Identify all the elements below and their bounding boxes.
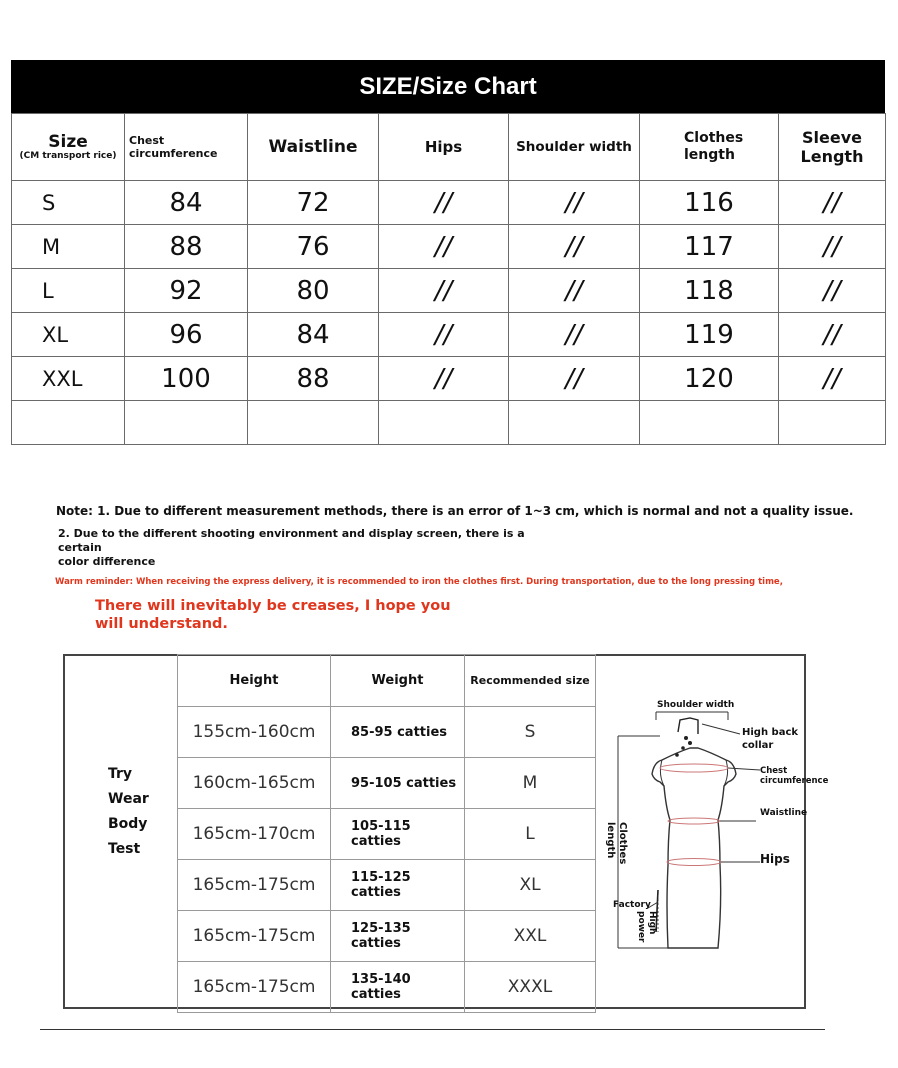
cell-shoulder: // [509,181,640,225]
header-height: Height [178,655,331,707]
cell-chest: 96 [125,313,248,357]
empty-cell [509,401,640,445]
cell-hips: // [379,269,509,313]
cell-size: L [12,269,125,313]
cell-weight: 105-115 catties [331,809,465,860]
label-hips: Hips [760,852,790,866]
cell-waist: 76 [248,225,379,269]
empty-cell [640,401,779,445]
cell-height: 165cm-175cm [178,962,331,1013]
cell-height: 165cm-170cm [178,809,331,860]
creases-note-line2: will understand. [95,616,228,632]
cell-length: 118 [640,269,779,313]
cell-shoulder: // [509,225,640,269]
try-on-label [108,762,149,862]
header-length: Clothes length [640,114,779,181]
try-on-header-row [178,655,596,707]
size-chart-header-row [12,114,886,181]
label-high-back-collar: High back collar [742,727,799,751]
try-on-label-line: Body [108,816,148,832]
cell-height: 165cm-175cm [178,911,331,962]
cell-weight: 85-95 catties [331,707,465,758]
empty-cell [379,401,509,445]
cell-size: XL [12,313,125,357]
bottom-divider [40,1029,825,1030]
cell-sleeve: // [779,357,886,401]
cell-chest: 92 [125,269,248,313]
cell-hips: // [379,313,509,357]
cell-height: 155cm-160cm [178,707,331,758]
try-on-label-line: Wear [108,791,149,807]
cell-waist: 80 [248,269,379,313]
cell-hips: // [379,225,509,269]
cell-recommended: XL [465,860,596,911]
cell-waist: 88 [248,357,379,401]
try-on-label-line: Test [108,841,141,857]
label-clothes-length: Clothes length [605,822,628,865]
cell-height: 160cm-165cm [178,758,331,809]
cell-chest: 84 [125,181,248,225]
cell-height: 165cm-175cm [178,860,331,911]
try-on-row [178,962,596,1013]
cell-sleeve: // [779,269,886,313]
header-size: Size (CM transport rice) [12,114,125,181]
cell-chest: 88 [125,225,248,269]
size-row [12,181,886,225]
label-shoulder-width: Shoulder width [657,700,735,710]
note-color-difference-line2: color difference [58,555,156,568]
label-high-power: High power [636,911,657,943]
cell-recommended: S [465,707,596,758]
cell-length: 116 [640,181,779,225]
creases-note-line1: There will inevitably be creases, I hope you [95,598,451,614]
cell-size: S [12,181,125,225]
cell-sleeve: // [779,313,886,357]
cell-weight: 115-125 catties [331,860,465,911]
cell-length: 120 [640,357,779,401]
header-shoulder: Shoulder width [509,114,640,181]
try-on-row [178,809,596,860]
try-on-row [178,860,596,911]
cell-recommended: M [465,758,596,809]
empty-cell [248,401,379,445]
cell-weight: 135-140 catties [331,962,465,1013]
note-color-difference [58,527,558,569]
header-hips: Hips [379,114,509,181]
cell-hips: // [379,181,509,225]
empty-cell [125,401,248,445]
cell-size: M [12,225,125,269]
cell-waist: 84 [248,313,379,357]
header-weight: Weight [331,655,465,707]
size-row [12,269,886,313]
size-chart-table [11,113,886,445]
label-chest-circumference: Chest circumference [760,766,829,786]
cell-recommended: L [465,809,596,860]
try-on-label-line: Try [108,766,133,782]
cell-waist: 72 [248,181,379,225]
size-chart [11,60,885,445]
empty-cell [779,401,886,445]
cell-recommended: XXXL [465,962,596,1013]
size-row [12,357,886,401]
cell-weight: 125-135 catties [331,911,465,962]
dress-measurement-diagram [598,690,838,980]
empty-cell [12,401,125,445]
cell-size: XXL [12,357,125,401]
cell-sleeve: // [779,181,886,225]
header-waist: Waistline [248,114,379,181]
note-color-difference-line1: 2. Due to the different shooting environment and display screen, there is a certain [58,527,525,554]
cell-length: 119 [640,313,779,357]
label-waistline: Waistline [760,808,808,818]
cell-shoulder: // [509,313,640,357]
creases-note [95,597,451,633]
header-chest: Chest circumference [125,114,248,181]
cell-shoulder: // [509,357,640,401]
try-on-table [177,654,596,1013]
cell-hips: // [379,357,509,401]
header-recommended-size: Recommended size [465,655,596,707]
cell-shoulder: // [509,269,640,313]
cell-length: 117 [640,225,779,269]
try-on-row [178,707,596,758]
cell-sleeve: // [779,225,886,269]
size-chart-title: SIZE/Size Chart [11,60,885,113]
size-row [12,225,886,269]
cell-weight: 95-105 catties [331,758,465,809]
try-on-row [178,911,596,962]
try-on-row [178,758,596,809]
cell-recommended: XXL [465,911,596,962]
header-sleeve: Sleeve Length [779,114,886,181]
size-row-empty [12,401,886,445]
warm-reminder: Warm reminder: When receiving the express delivery, it is recommended to iron the clothes first. During transportation, due to the long pressing time, [55,577,783,587]
note-measurement-error: Note: 1. Due to different measurement methods, there is an error of 1~3 cm, which is normal and not a quality issue. [56,504,854,518]
size-row [12,313,886,357]
cell-chest: 100 [125,357,248,401]
label-factory: Factory [613,900,651,910]
